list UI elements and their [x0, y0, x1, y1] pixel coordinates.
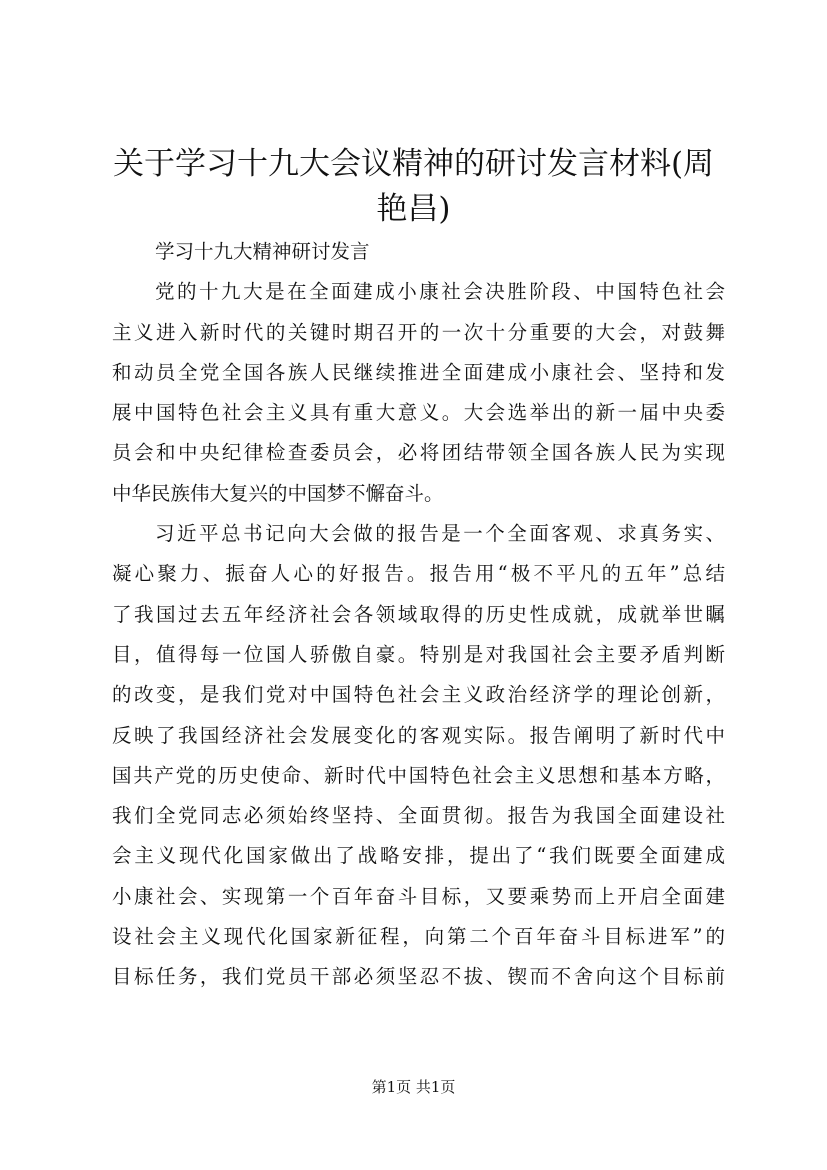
paragraphs — [112, 272, 725, 997]
document-body — [112, 232, 725, 998]
paragraph — [112, 272, 725, 514]
page-footer: 第1页 共1页 — [371, 1078, 456, 1096]
subtitle: 学习十九大精神研讨发言 — [155, 240, 370, 263]
paragraph-line: 和动员全党全国各族人民继续推进全面建成小康社会、坚持和发 — [112, 360, 725, 384]
paragraph-line: 目，值得每一位国人骄傲自豪。特别是对我国社会主要矛盾判断 — [112, 642, 725, 666]
document-title — [100, 142, 727, 232]
paragraph-line: 中华民族伟大复兴的中国梦不懈奋斗。 — [112, 481, 444, 505]
paragraph-line: 了我国过去五年经济社会各领域取得的历史性成就，成就举世瞩 — [112, 602, 725, 626]
title-line-2: 艳昌) — [376, 191, 451, 227]
paragraph-line: 小康社会、实现第一个百年奋斗目标，又要乘势而上开启全面建 — [112, 884, 725, 908]
paragraph-line: 的改变，是我们党对中国特色社会主义政治经济学的理论创新， — [112, 683, 725, 707]
paragraph — [112, 514, 725, 998]
paragraph-line: 会主义现代化国家做出了战略安排，提出了“我们既要全面建成 — [112, 844, 725, 868]
paragraph-line: 党的十九大是在全面建成小康社会决胜阶段、中国特色社会 — [155, 280, 725, 304]
paragraph-line: 国共产党的历史使命、新时代中国特色社会主义思想和基本方略， — [112, 763, 725, 787]
paragraph-line: 反映了我国经济社会发展变化的客观实际。报告阐明了新时代中 — [112, 723, 725, 747]
paragraph-line: 主义进入新时代的关键时期召开的一次十分重要的大会，对鼓舞 — [112, 320, 725, 344]
paragraph-line: 设社会主义现代化国家新征程，向第二个百年奋斗目标进军”的 — [112, 925, 725, 949]
paragraph-line: 员会和中央纪律检查委员会，必将团结带领全国各族人民为实现 — [112, 441, 725, 465]
paragraph-line: 展中国特色社会主义具有重大意义。大会选举出的新一届中央委 — [112, 401, 725, 425]
paragraph-line: 习近平总书记向大会做的报告是一个全面客观、求真务实、 — [155, 522, 725, 546]
title-line-1: 关于学习十九大会议精神的研讨发言材料(周 — [112, 146, 715, 182]
paragraph-line: 凝心聚力、振奋人心的好报告。报告用“极不平凡的五年”总结 — [112, 562, 725, 586]
paragraph-line: 目标任务，我们党员干部必须坚忍不拔、锲而不舍向这个目标前 — [112, 965, 725, 989]
paragraph-line: 我们全党同志必须始终坚持、全面贯彻。报告为我国全面建设社 — [112, 804, 725, 828]
